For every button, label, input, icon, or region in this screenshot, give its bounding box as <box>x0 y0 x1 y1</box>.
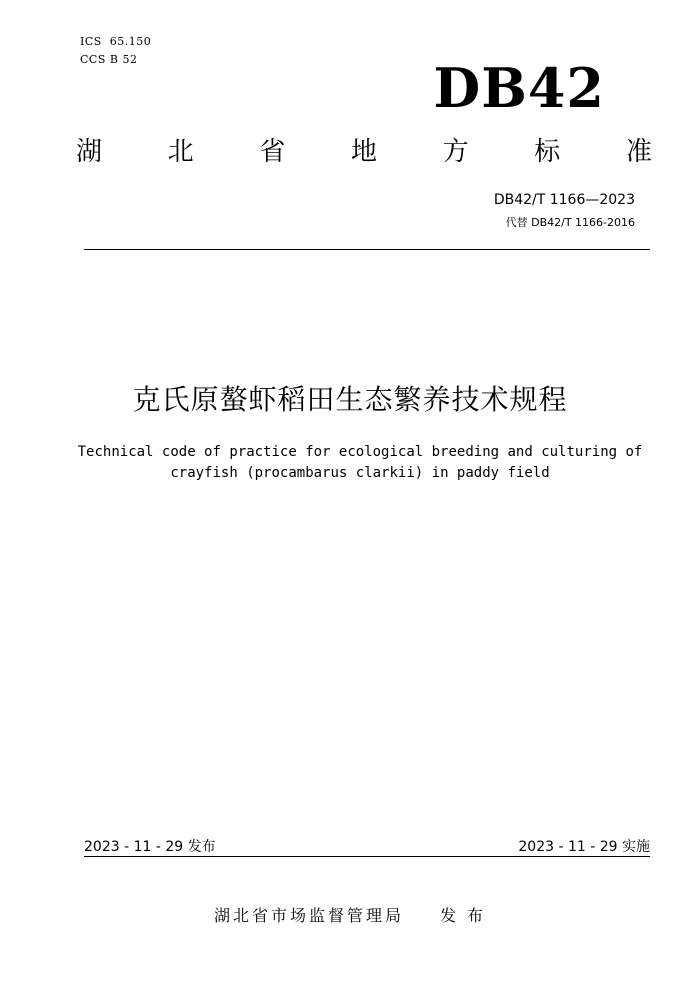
level-char: 省 <box>259 137 286 167</box>
level-char: 准 <box>625 137 652 167</box>
replaces-standard: 代替 DB42/T 1166-2016 <box>505 216 635 229</box>
level-char: 地 <box>350 137 377 167</box>
document-title-english <box>70 442 650 484</box>
issuer-action: 发 布 <box>439 906 487 925</box>
implementation-date: 2023 - 11 - 29 实施 <box>518 839 650 855</box>
title-english-line: crayfish (procambarus clarkii) in paddy field <box>170 465 550 481</box>
standard-number: DB42/T 1166—2023 <box>493 192 635 208</box>
level-char: 北 <box>167 137 194 167</box>
issuing-authority <box>0 903 700 926</box>
document-title-chinese: 克氏原螯虾稻田生态繁养技术规程 <box>132 383 568 416</box>
standard-level-heading <box>76 134 652 170</box>
level-char: 湖 <box>76 137 103 167</box>
ccs-code: CCS B 52 <box>80 53 138 66</box>
publication-date: 2023 - 11 - 29 发布 <box>84 839 216 855</box>
level-char: 方 <box>442 137 469 167</box>
ics-code: ICS 65.150 <box>80 35 152 48</box>
title-english-line: Technical code of practice for ecological breeding and culturing of <box>77 444 643 460</box>
level-char: 标 <box>534 137 561 167</box>
bottom-divider <box>84 856 650 857</box>
standard-logo: DB42 <box>433 56 605 120</box>
top-divider <box>84 249 650 250</box>
issuer-name: 湖北省市场监督管理局 <box>213 906 404 925</box>
